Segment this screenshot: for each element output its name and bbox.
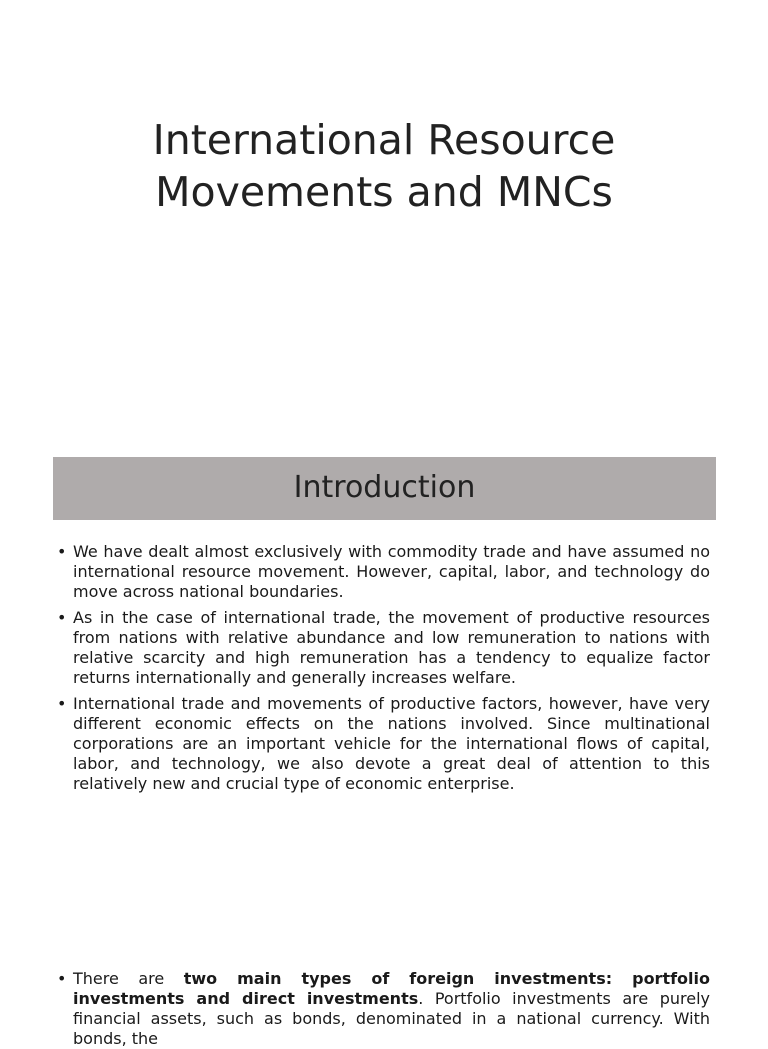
bullet-dot-icon: •: [57, 608, 67, 627]
bullet-item: [57, 694, 710, 794]
introduction-header-bar: [53, 457, 716, 520]
bullet-dot-icon: •: [57, 969, 67, 988]
title-line-2: Movements and MNCs: [155, 168, 613, 216]
slide-title: [0, 114, 768, 218]
bullet-text-end: . Portfolio investments are purely financial assets, such as bonds, denominated in a national currency. With bonds, the: [73, 989, 711, 1048]
title-line-1: International Resource: [152, 116, 616, 164]
bullet-dot-icon: •: [57, 542, 67, 561]
bullet-text-bold: two main types of foreign investments: portfolio investments and direct investments: [73, 969, 711, 1008]
investment-types-bullet-list: [57, 969, 711, 1049]
introduction-bullet-list: [57, 542, 710, 800]
bullet-item: [57, 969, 711, 1049]
bullet-dot-icon: •: [57, 694, 67, 713]
bullet-item: [57, 542, 710, 602]
bullet-text: As in the case of international trade, the movement of productive resources from nations with relative abundance and low remuneration to nations with relative scarcity and high remuneration has a tendency to equalize factor returns internationally and generally increases welfare.: [73, 608, 710, 687]
introduction-heading: Introduction: [293, 470, 476, 505]
bullet-item: [57, 608, 710, 688]
bullet-text: International trade and movements of productive factors, however, have very different economic effects on the nations involved. Since multinational corporations are an important vehicle for the international flows of capital, labor, and technology, we also devote a great deal of attention to this relatively new and crucial type of economic enterprise.: [73, 694, 710, 793]
bullet-text: We have dealt almost exclusively with commodity trade and have assumed no international resource movement. However, capital, labor, and technology do move across national boundaries.: [73, 542, 710, 601]
bullet-text-start: There are: [73, 969, 184, 988]
